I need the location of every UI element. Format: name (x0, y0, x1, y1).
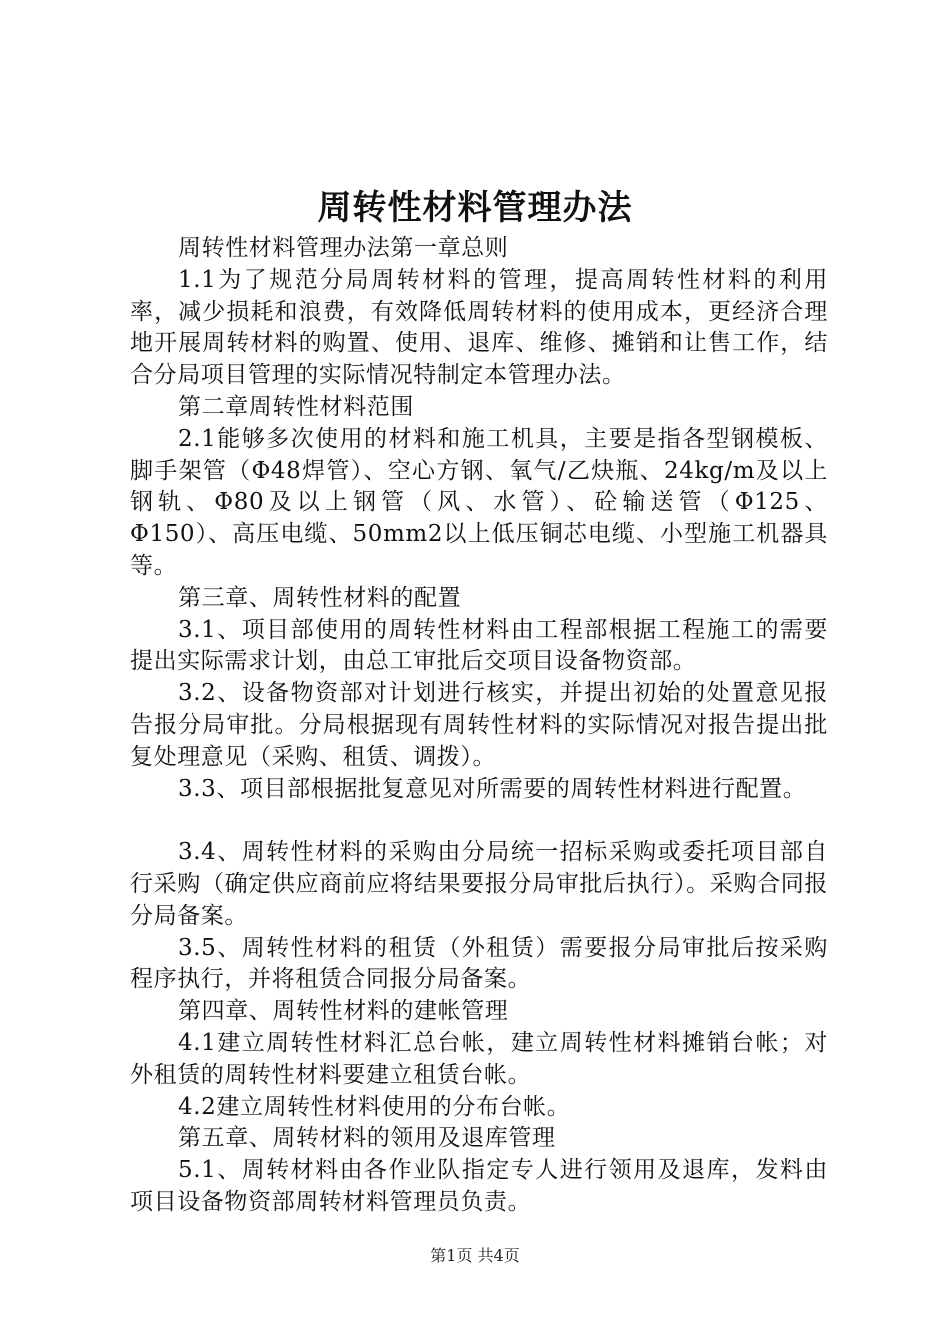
chapter-heading: 周转性材料管理办法第一章总则 (178, 235, 509, 261)
document-title: 周转性材料管理办法 (317, 188, 633, 228)
chapter-heading: 第三章、周转性材料的配置 (178, 584, 462, 611)
document-body (130, 233, 828, 1219)
paragraph: 4.1建立周转性材料汇总台帐，建立周转性材料摊销台帐；对外租赁的周转性材料要建立租赁台帐。 (130, 1029, 828, 1088)
paragraph: 3.2、设备物资部对计划进行核实，并提出初始的处置意见报告报分局审批。分局根据现有周转性材料的实际情况对报告提出批复处理意见（采购、租赁、调拨）。 (130, 680, 828, 770)
paragraph: 5.1、周转材料由各作业队指定专人进行领用及退库，发料由项目设备物资部周转材料管理员负责。 (130, 1157, 828, 1215)
paragraph: 3.5、周转性材料的租赁（外租赁）需要报分局审批后按采购程序执行，并将租赁合同报分局备案。 (130, 934, 828, 993)
paragraph: 1.1为了规范分局周转材料的管理，提高周转性材料的利用率，减少损耗和浪费，有效降低周转材料的使用成本，更经济合理地开展周转材料的购置、使用、退库、维修、摊销和让售工作，结合分局项目管理的实际情况特制定本管理办法。 (130, 266, 828, 389)
paragraph: 3.4、周转性材料的采购由分局统一招标采购或委托项目部自行采购（确定供应商前应将结果要报分局审批后执行）。采购合同报分局备案。 (130, 839, 828, 929)
chapter-heading: 第四章、周转性材料的建帐管理 (178, 998, 509, 1025)
chapter-heading: 第二章周转性材料范围 (178, 393, 414, 420)
paragraph: 3.3、项目部根据批复意见对所需要的周转性材料进行配置。 (178, 775, 807, 802)
chapter-heading: 第五章、周转材料的领用及退库管理 (178, 1125, 556, 1152)
paragraph: 4.2建立周转性材料使用的分布台帐。 (178, 1093, 571, 1120)
page-number: 第1页 共4页 (430, 1246, 520, 1265)
paragraph: 3.1、项目部使用的周转性材料由工程部根据工程施工的需要提出实际需求计划，由总工审批后交项目设备物资部。 (130, 616, 828, 675)
paragraph: 2.1能够多次使用的材料和施工机具，主要是指各型钢模板、脚手架管（Φ48焊管）、空心方钢、氧气/乙炔瓶、24kg/m及以上钢轨、Φ80及以上钢管（风、水管）、砼输送管（Φ125、Φ150）、高压电缆、50mm2以上低压铜芯电缆、小型施工机器具等。 (130, 425, 828, 579)
